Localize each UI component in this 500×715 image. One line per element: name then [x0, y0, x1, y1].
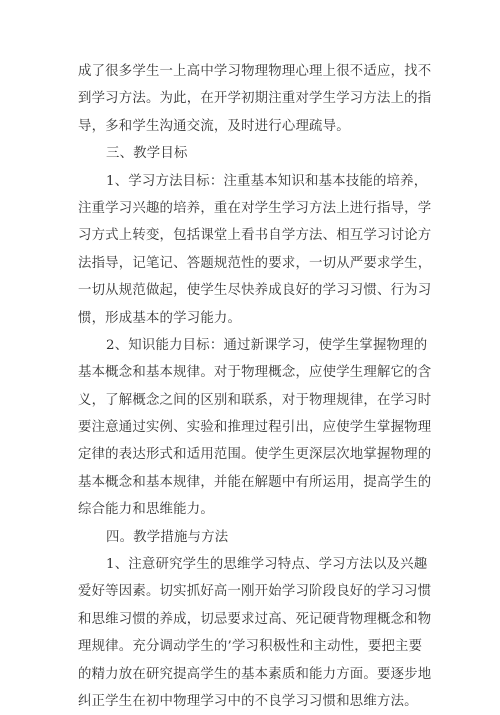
text-line: 基本概念和基本规律。对于物理概念，应使学生理解它的含 [78, 365, 432, 381]
text-line: 注重学习兴趣的培养，重在对学生学习方法上进行指导，学 [78, 200, 432, 216]
section-heading-measures-methods: 四。教学措施与方法 [106, 529, 229, 545]
text-line: 和思维习惯的养成，切忌要求过高、死记硬背物理概念和物 [78, 611, 432, 627]
text-line: 的精力放在研究提高学生的基本素质和能力方面。要逐步地 [78, 666, 432, 682]
text-line: 习方式上转变，包括课堂上看书自学方法、相互学习讨论方 [78, 228, 432, 244]
text-line: 法指导，记笔记、答题规范性的要求，一切从严要求学生， [78, 255, 432, 271]
text-line: 要注意通过实例、实验和推理过程引出，应使学生掌握物理 [78, 420, 432, 436]
text-line: 定律的表达形式和适用范围。使学生更深层次地掌握物理的 [78, 447, 432, 463]
text-line: 1、学习方法目标：注重基本知识和基本技能的培养， [106, 173, 428, 189]
text-line: 到学习方法。为此，在开学初期注重对学生学习方法上的指 [78, 91, 432, 107]
document-body [78, 58, 432, 715]
text-line: 导，多和学生沟通交流，及时进行心理疏导。 [78, 118, 350, 134]
text-line: 义，了解概念之间的区别和联系，对于物理规律，在学习时 [78, 392, 432, 408]
text-line: 基本概念和基本规律，并能在解题中有所运用，提高学生的 [78, 474, 432, 490]
text-line: 理规律。充分调动学生的’学习积极性和主动性，要把主要 [78, 639, 423, 655]
text-line: 惯，形成基本的学习能力。 [78, 310, 242, 326]
text-line: 2、知识能力目标：通过新课学习，使学生掌握物理的 [106, 337, 428, 353]
text-line: 爱好等因素。切实抓好高一刚开始学习阶段良好的学习习惯 [78, 584, 432, 600]
text-line: 成了很多学生一上高中学习物理物理心理上很不适应，找不 [78, 64, 432, 79]
text-line: 一切从规范做起，使学生尽快养成良好的学习习惯、行为习 [78, 283, 432, 299]
section-heading-teaching-goals: 三、教学目标 [106, 146, 188, 162]
text-line: 纠正学生在初中物理学习中的不良学习习惯和思维方法。 [78, 693, 418, 709]
text-line: 1、注意研究学生的思维学习特点、学习方法以及兴趣 [106, 557, 428, 573]
text-line: 综合能力和思维能力。 [78, 502, 214, 518]
